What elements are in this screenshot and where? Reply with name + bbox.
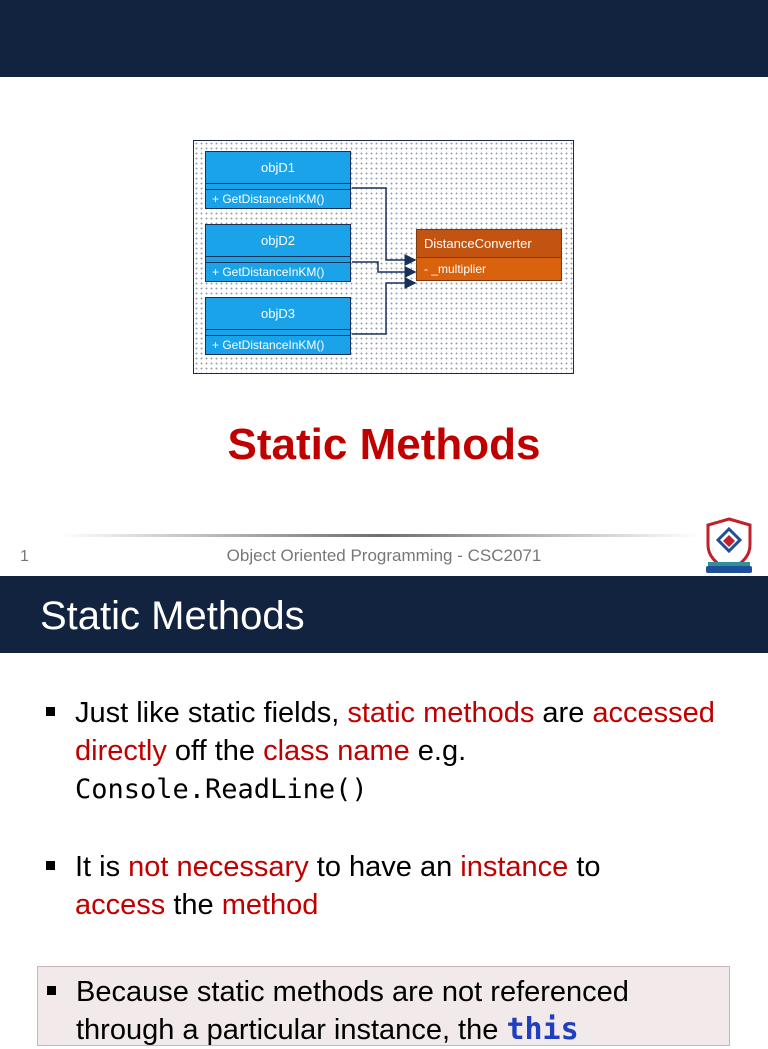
uml-diagram xyxy=(193,140,574,374)
bullet-item: Because static methods are not referenced through a particular instance, the this xyxy=(47,973,721,1049)
page-number: 1 xyxy=(20,548,29,565)
bullet-list xyxy=(46,694,746,963)
class-method: + GetDistanceInKM() xyxy=(212,265,325,279)
class-box-distanceconverter xyxy=(416,229,562,281)
class-box-objd3 xyxy=(205,297,351,355)
highlight-text: instance xyxy=(460,851,569,883)
connector-objd2 xyxy=(352,262,415,272)
bullet-item: It is not necessary to have an instance to access the method xyxy=(46,848,746,924)
code-sample: Console.ReadLine() xyxy=(75,774,368,805)
connector-objd1 xyxy=(352,188,415,260)
keyword-text: this xyxy=(506,1012,579,1047)
bullet-item: Just like static fields, static methods are accessed directly off the class name e.g. Console.ReadLine() xyxy=(46,694,746,809)
class-box-objd2 xyxy=(205,224,351,282)
converter-field: - _multiplier xyxy=(417,258,561,280)
highlight-text: method xyxy=(221,889,319,921)
bullet-square-icon xyxy=(46,861,55,870)
footer-divider xyxy=(60,534,700,537)
highlight-text: not necessary xyxy=(128,851,309,883)
bullet-square-icon xyxy=(47,986,56,995)
class-name: objD1 xyxy=(206,152,350,184)
highlight-text: static methods xyxy=(347,697,535,729)
slide-2 xyxy=(0,576,768,1047)
class-name: objD3 xyxy=(206,298,350,330)
slide-title: Static Methods xyxy=(40,594,305,638)
bullet-square-icon xyxy=(46,707,55,716)
class-name: objD2 xyxy=(206,225,350,257)
slide-title: Static Methods xyxy=(227,420,541,469)
converter-name: DistanceConverter xyxy=(417,230,561,258)
highlight-text: access xyxy=(75,889,166,921)
title-bar xyxy=(0,0,768,77)
connector-objd3 xyxy=(352,283,415,334)
highlight-text: accessed directly xyxy=(75,697,715,767)
class-method: + GetDistanceInKM() xyxy=(212,338,325,352)
highlight-text: class name xyxy=(263,735,410,767)
class-box-objd1 xyxy=(205,151,351,209)
footer-text: Object Oriented Programming - CSC2071 xyxy=(226,546,542,565)
university-logo-icon xyxy=(704,517,754,575)
class-method: + GetDistanceInKM() xyxy=(212,192,325,206)
callout-box xyxy=(37,966,730,1046)
